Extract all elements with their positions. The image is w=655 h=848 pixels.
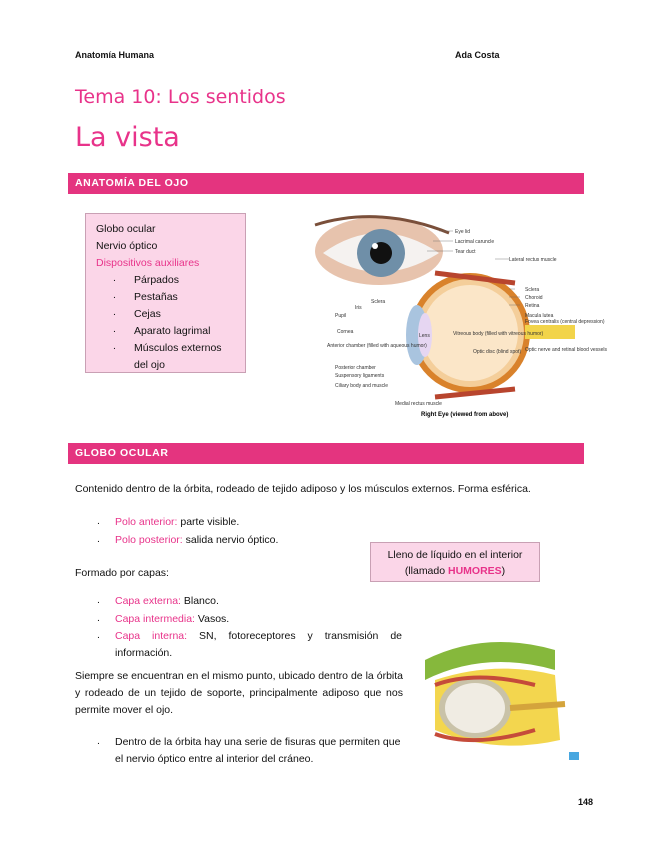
box-item: . Músculos externos del ojo xyxy=(96,340,235,374)
diagram-label: Pupil xyxy=(335,313,347,319)
box-item: . Aparato lagrimal xyxy=(96,323,235,340)
box-item: . Cejas xyxy=(96,306,235,323)
topic-title: Tema 10: Los sentidos xyxy=(75,86,286,108)
capa-intermedia: Capa intermedia: Vasos. xyxy=(115,613,230,625)
orbit-paragraph: Siempre se encuentran en el mismo punto, ubicado dentro de la órbita y rodeado de un tejido de soporte, principalmente adiposo que nos permite mover el ojo. xyxy=(75,670,403,716)
box-item: . Pestañas xyxy=(96,289,235,306)
humores-callout xyxy=(370,542,540,582)
bullet-dot: . xyxy=(97,612,100,624)
header-right: Ada Costa xyxy=(455,50,500,60)
box-line: Dispositivos auxiliares xyxy=(96,257,200,269)
diagram-label: Sclera xyxy=(525,287,540,293)
diagram-label: Fovea centralis (central depression) xyxy=(525,319,605,325)
box-line: Globo ocular xyxy=(96,223,156,235)
header-left: Anatomía Humana xyxy=(75,50,155,60)
polo-anterior xyxy=(115,514,239,531)
label: Polo posterior: xyxy=(115,534,183,546)
value: parte visible. xyxy=(177,516,240,528)
capa-interna: Capa interna: SN, fotoreceptores y transmisión de información. xyxy=(115,630,402,659)
diagram-label: Optic disc (blind spot) xyxy=(473,349,522,355)
diagram-label: Posterior chamber xyxy=(335,365,376,371)
polo-posterior xyxy=(115,532,278,549)
diagram-label: Lacrimal caruncle xyxy=(455,239,495,245)
diagram-label: Optic nerve and retinal blood vessels xyxy=(525,347,607,353)
summary-box xyxy=(85,213,246,373)
label: Polo anterior: xyxy=(115,516,178,528)
intro-paragraph: Contenido dentro de la órbita, rodeado de tejido adiposo y los músculos externos. Forma esférica. xyxy=(75,483,531,495)
bullet-dot: . xyxy=(97,594,100,606)
diagram-label: Lateral rectus muscle xyxy=(509,257,557,263)
diagram-label: Cornea xyxy=(337,329,354,335)
formado-text: Formado por capas: xyxy=(75,567,169,579)
fissure-paragraph: Dentro de la órbita hay una serie de fisuras que permiten que el nervio óptico entre al interior del cráneo. xyxy=(115,736,401,765)
diagram-label: Eye lid xyxy=(455,229,471,235)
diagram-label: Vitreous body (filled with vitreous humor) xyxy=(453,331,544,337)
diagram-label: Tear duct xyxy=(455,249,476,255)
page-number: 148 xyxy=(578,797,594,807)
diagram-caption: Right Eye (viewed from above) xyxy=(421,412,509,418)
value: salida nervio óptico. xyxy=(182,534,279,546)
bullet-dot: . xyxy=(97,735,100,747)
diagram-label: Sclera xyxy=(371,299,386,305)
orbit-illustration xyxy=(405,630,597,766)
diagram-label: Ciliary body and muscle xyxy=(335,383,389,389)
diagram-label: Lens xyxy=(419,333,430,339)
bullet-dot: . xyxy=(97,533,100,545)
bullet-dot: . xyxy=(97,515,100,527)
callout-line: Lleno de líquido en el interior xyxy=(387,549,523,561)
diagram-label: Macula lutea xyxy=(525,313,554,319)
diagram-label: Iris xyxy=(355,305,362,311)
bullet-dot: . xyxy=(97,629,100,641)
diagram-label: Medial rectus muscle xyxy=(395,401,442,407)
diagram-label: Retina xyxy=(525,303,540,309)
diagram-label: Anterior chamber (filled with aqueous humor) xyxy=(327,343,427,349)
section-globo: GLOBO OCULAR xyxy=(68,443,584,464)
diagram-label: Suspensory ligaments xyxy=(335,373,385,379)
section-anatomia: ANATOMÍA DEL OJO xyxy=(68,173,584,194)
box-line: Nervio óptico xyxy=(96,240,158,252)
callout-line: (llamado HUMORES) xyxy=(404,565,506,577)
eye-anatomy-diagram xyxy=(315,213,607,421)
page-title: La vista xyxy=(75,122,180,153)
capa-externa: Capa externa: Blanco. xyxy=(115,595,219,607)
box-item: . Párpados xyxy=(96,272,235,289)
diagram-label: Choroid xyxy=(525,295,543,301)
humores-highlight: HUMORES xyxy=(448,565,502,577)
